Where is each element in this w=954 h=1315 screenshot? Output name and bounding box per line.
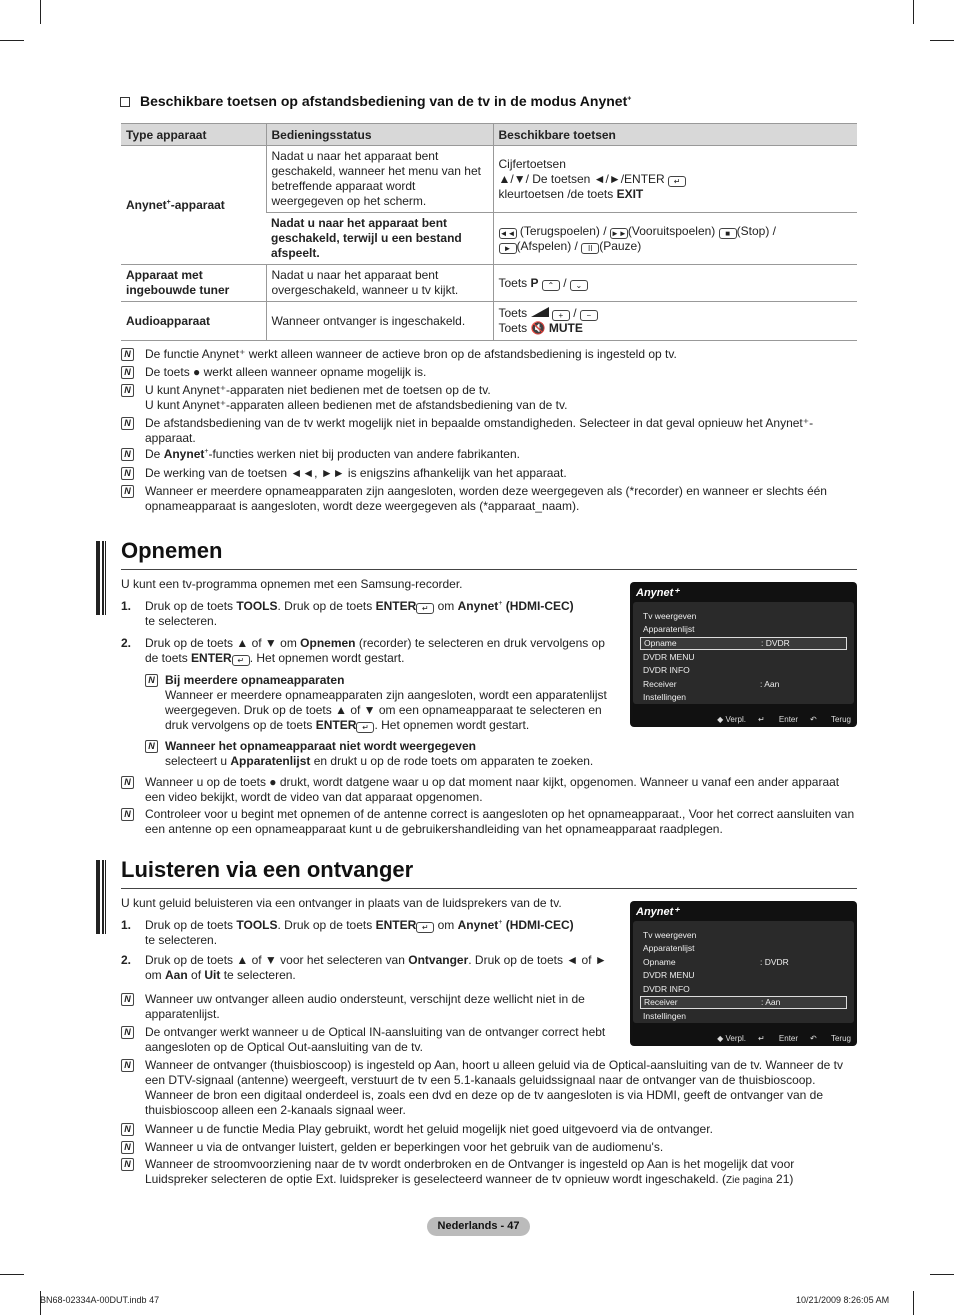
osd-item[interactable]: Apparatenlijst: [643, 943, 695, 953]
osd-panel: [633, 602, 854, 704]
note-text: Wanneer u de functie Media Play gebruikt, wordt het geluid mogelijk niet goed uitgevoerd via de ontvanger.: [145, 1122, 713, 1136]
osd-panel: [633, 921, 854, 1023]
table-row: [121, 302, 857, 341]
step-text: Druk op de toets TOOLS. Druk op de toets ENTER ↵ om Anynet+ (HDMI-CEC) te selecteren.: [145, 599, 574, 628]
note-icon: N: [121, 348, 134, 361]
channel-up-icon: ⌃: [542, 280, 560, 291]
section-heading: Beschikbare toetsen op afstandsbediening van de tv in de modus Anynet+: [120, 93, 631, 109]
note-icon: N: [121, 448, 134, 461]
status-cell: Wanneer ontvanger is ingeschakeld.: [266, 302, 493, 341]
col-header-type: Type apparaat: [121, 124, 266, 146]
note-text: De functie Anynet⁺ werkt alleen wanneer de actieve bron op de afstandsbediening is ingesteld op tv.: [145, 347, 677, 361]
heading-bars: [96, 860, 106, 934]
status-cell: Nadat u naar het apparaat bent geschakeld, wanneer het menu van het betreffende apparaat wordt weergegeven op het scherm.: [266, 146, 493, 213]
col-header-keys: Beschikbare toetsen: [493, 124, 857, 146]
tv-osd-menu: [630, 901, 857, 1046]
checkbox-square-icon: [120, 97, 130, 107]
footer-file: BN68-02334A-00DUT.indb 47: [40, 1295, 160, 1305]
osd-item[interactable]: Instellingen: [643, 1011, 687, 1021]
note-icon: N: [121, 808, 134, 821]
keys-line: Cijfertoetsen: [498, 156, 566, 171]
note-text: Wanneer er meerdere opnameapparaten zijn aangesloten, worden deze weergegeven als (*recorder) en wanneer er slechts één opnameapparaat is aangesloten, wordt deze weergegeven als (*apparaat_naam).: [145, 484, 827, 513]
step-text: Druk op de toets ▲ of ▼ voor het selecteren van Ontvanger. Druk op de toets ◄ of ► om Aan of Uit te selecteren.: [145, 953, 607, 982]
note-icon: N: [121, 993, 134, 1006]
step-text: Druk op de toets TOOLS. Druk op de toets ENTER ↵ om Anynet+ (HDMI-CEC) te selecteren.: [145, 918, 574, 947]
crop-mark: [930, 40, 954, 41]
keys-line: kleurtoetsen /de toets EXIT: [498, 186, 644, 201]
table-row: [121, 265, 857, 302]
osd-item-selected[interactable]: Receiver : Aan: [640, 996, 847, 1009]
sub-note: Bij meerdere opnameapparaten Wanneer er meerdere opnameapparaten zijn aangesloten, wordt een apparatenlijst weergegeven. Druk op de toets ▲ of ▼ om een opnameapparaat te selecteren en druk vervolgens op de toets ENTER ↵ . Het opnemen wordt gestart.: [165, 673, 607, 732]
note-icon: N: [121, 1059, 134, 1072]
osd-item[interactable]: Opname : DVDR: [643, 957, 789, 967]
intro-text: U kunt geluid beluisteren via een ontvanger in plaats van de luidsprekers van de tv.: [121, 896, 562, 910]
heading-luisteren: Luisteren via een ontvanger: [121, 857, 414, 882]
note-text: De toets ● werkt alleen wanneer opname mogelijk is.: [145, 365, 427, 379]
osd-item[interactable]: DVDR MENU: [643, 970, 695, 980]
crop-mark: [913, 1291, 914, 1315]
heading-rule: [121, 569, 857, 570]
note-icon: N: [121, 485, 134, 498]
enter-icon: ↵: [416, 922, 434, 933]
page-number-badge: Nederlands - 47: [427, 1217, 530, 1236]
osd-item-selected[interactable]: Opname : DVDR: [640, 637, 847, 650]
note-icon: N: [121, 467, 134, 480]
status-cell: Nadat u naar het apparaat bent overgeschakeld, wanneer u tv kijkt.: [266, 265, 493, 302]
step-number: 1.: [121, 599, 132, 613]
osd-item[interactable]: Receiver : Aan: [643, 679, 780, 689]
osd-footer: ◆ Verpl. ↵ Enter ↶ Terug: [717, 1034, 851, 1043]
osd-item[interactable]: Tv weergeven: [643, 611, 697, 621]
osd-item[interactable]: DVDR INFO: [643, 984, 690, 994]
osd-item[interactable]: Apparatenlijst: [643, 624, 695, 634]
step-number: 2.: [121, 636, 132, 650]
play-icon: ►: [499, 243, 517, 254]
volume-down-icon: −: [580, 310, 598, 321]
volume-icon: [531, 307, 549, 317]
osd-item[interactable]: DVDR MENU: [643, 652, 695, 662]
note-text: Wanneer de ontvanger (thuisbioscoop) is ingesteld op Aan, hoort u alleen geluid via de Optical-aansluiting van de tv. Wanneer de tv een DTV-signaal (antenne) weergeeft, verstuurt de tv een 5.1-kanaals geluidssignaal naar de ontvanger van de thuisbioscoop. Wanneer de bron een digitaal onderdeel is, zoals een dvd en deze op de tv aangesloten is via HDMI, geeft de ontvanger van de thuisbioscoop alleen een 2-kanaals signaal weer.: [145, 1058, 843, 1117]
note-text: De afstandsbediening van de tv werkt mogelijk niet in bepaalde omstandigheden. Selecteer in dat geval opnieuw het Anynet⁺-apparaat.: [145, 416, 814, 445]
note-icon: N: [121, 1123, 134, 1136]
keys-line: ▲/▼/ De toetsen ◄/►/ENTER ↵: [499, 172, 853, 187]
device-cell-tuner: Apparaat met ingebouwde tuner: [121, 265, 266, 302]
note-icon: N: [145, 740, 158, 753]
mute-icon: 🔇: [530, 321, 546, 335]
stop-icon: ■: [719, 228, 737, 239]
note-icon: N: [121, 384, 134, 397]
pause-icon: II: [581, 243, 599, 254]
note-text: De ontvanger werkt wanneer u de Optical IN-aansluiting van de ontvanger correct hebt aangesloten op de Optical Out-aansluiting van de tv.: [145, 1025, 606, 1054]
keys-cell: ◄◄ (Terugspoelen) / ►►(Vooruitspoelen) ■ (Stop) / ► (Afspelen) / II (Pauze): [493, 213, 857, 265]
status-cell: Nadat u naar het apparaat bent geschakeld, terwijl u een bestand afspeelt.: [266, 213, 493, 265]
fast-forward-icon: ►►: [610, 228, 627, 238]
step-number: 2.: [121, 953, 132, 967]
step-number: 1.: [121, 918, 132, 932]
crop-mark: [0, 40, 24, 41]
crop-mark: [930, 1274, 954, 1275]
note-text: U kunt Anynet⁺-apparaten niet bedienen met de toetsen op de tv.: [145, 383, 491, 397]
step-text: Druk op de toets ▲ of ▼ om Opnemen (recorder) te selecteren en druk vervolgens op de toets ENTER ↵ . Het opnemen wordt gestart.: [145, 636, 605, 665]
tv-osd-menu: [630, 582, 857, 727]
osd-item[interactable]: Tv weergeven: [643, 930, 697, 940]
heading-bars: [96, 541, 106, 615]
note-icon: N: [121, 776, 134, 789]
note-icon: N: [121, 1158, 134, 1171]
rewind-icon: ◄◄: [499, 228, 516, 238]
anynet-logo: Anynet⁺: [636, 906, 680, 918]
note-icon: N: [121, 1141, 134, 1154]
keys-table: [121, 123, 857, 341]
channel-down-icon: ⌄: [570, 280, 588, 291]
osd-item[interactable]: DVDR INFO: [643, 665, 690, 675]
note-text: De Anynet+-functies werken niet bij producten van andere fabrikanten.: [145, 447, 520, 461]
heading-rule: [121, 888, 857, 889]
volume-up-icon: +: [552, 310, 570, 321]
device-cell-audio: Audioapparaat: [121, 302, 266, 341]
anynet-logo: Anynet⁺: [636, 587, 680, 599]
crop-mark: [40, 0, 41, 24]
note-icon: N: [121, 366, 134, 379]
note-icon: N: [145, 674, 158, 687]
note-text: U kunt Anynet⁺-apparaten alleen bedienen met de afstandsbediening van de tv.: [145, 398, 568, 412]
table-header-row: [121, 124, 857, 146]
note-text: Controleer voor u begint met opnemen of de antenne correct is aangesloten op het opnameapparaat., Voor het correct aansluiten van een antenne op een opnameapparaat kunt u de gebruikershandleiding van het opnameapparaat raadplegen.: [145, 807, 855, 836]
osd-footer: ◆ Verpl. ↵ Enter ↶ Terug: [717, 715, 851, 724]
note-text: Wanneer uw ontvanger alleen audio ondersteunt, verschijnt deze wellicht niet in de apparatenlijst.: [145, 992, 585, 1021]
note-icon: N: [121, 1026, 134, 1039]
enter-icon: ↵: [668, 176, 686, 187]
osd-item[interactable]: Instellingen: [643, 692, 687, 702]
enter-icon: ↵: [416, 603, 434, 614]
note-text: Wanneer u via de ontvanger luistert, gelden er beperkingen voor het gebruik van de audiomenu's.: [145, 1140, 664, 1154]
keys-cell: [493, 146, 857, 213]
intro-text: U kunt een tv-programma opnemen met een Samsung-recorder.: [121, 577, 463, 591]
note-text: Wanneer de stroomvoorziening naar de tv wordt onderbroken en de Ontvanger is ingesteld op Aan is het mogelijk dat voor Luidspreker selecteren de optie Ext. luidspreker is geselecteerd wanneer de tv opnieuw wordt ingeschakeld. (Zie pagina 21): [145, 1157, 795, 1186]
heading-opnemen: Opnemen: [121, 538, 223, 563]
crop-mark: [0, 1274, 24, 1275]
sub-note: Wanneer het opnameapparaat niet wordt weergegeven selecteert u Apparatenlijst en drukt u op de rode toets om apparaten te zoeken.: [165, 739, 594, 768]
keys-cell: Toets + / − Toets 🔇 MUTE: [493, 302, 857, 341]
footer-timestamp: 10/21/2009 8:26:05 AM: [796, 1295, 890, 1305]
note-text: De werking van de toetsen ◄◄, ►► is enigszins afhankelijk van het apparaat.: [145, 466, 567, 480]
keys-cell: Toets P ⌃ / ⌄: [493, 265, 857, 302]
table-row: [121, 146, 857, 213]
crop-mark: [913, 0, 914, 24]
section-heading-text: Beschikbare toetsen op afstandsbediening van de tv in de modus Anynet: [140, 93, 628, 109]
enter-icon: ↵: [356, 722, 374, 733]
enter-icon: ↵: [232, 655, 250, 666]
note-text: Wanneer u op de toets ● drukt, wordt datgene waar u op dat moment naar kijkt, opgenomen. Wanneer u vanaf een ander apparaat een video bekijkt, wordt de video van dat apparaat opgenomen.: [145, 775, 840, 804]
col-header-status: Bedieningsstatus: [266, 124, 493, 146]
device-cell-anynet: Anynet+-apparaat: [121, 146, 266, 265]
note-icon: N: [121, 417, 134, 430]
